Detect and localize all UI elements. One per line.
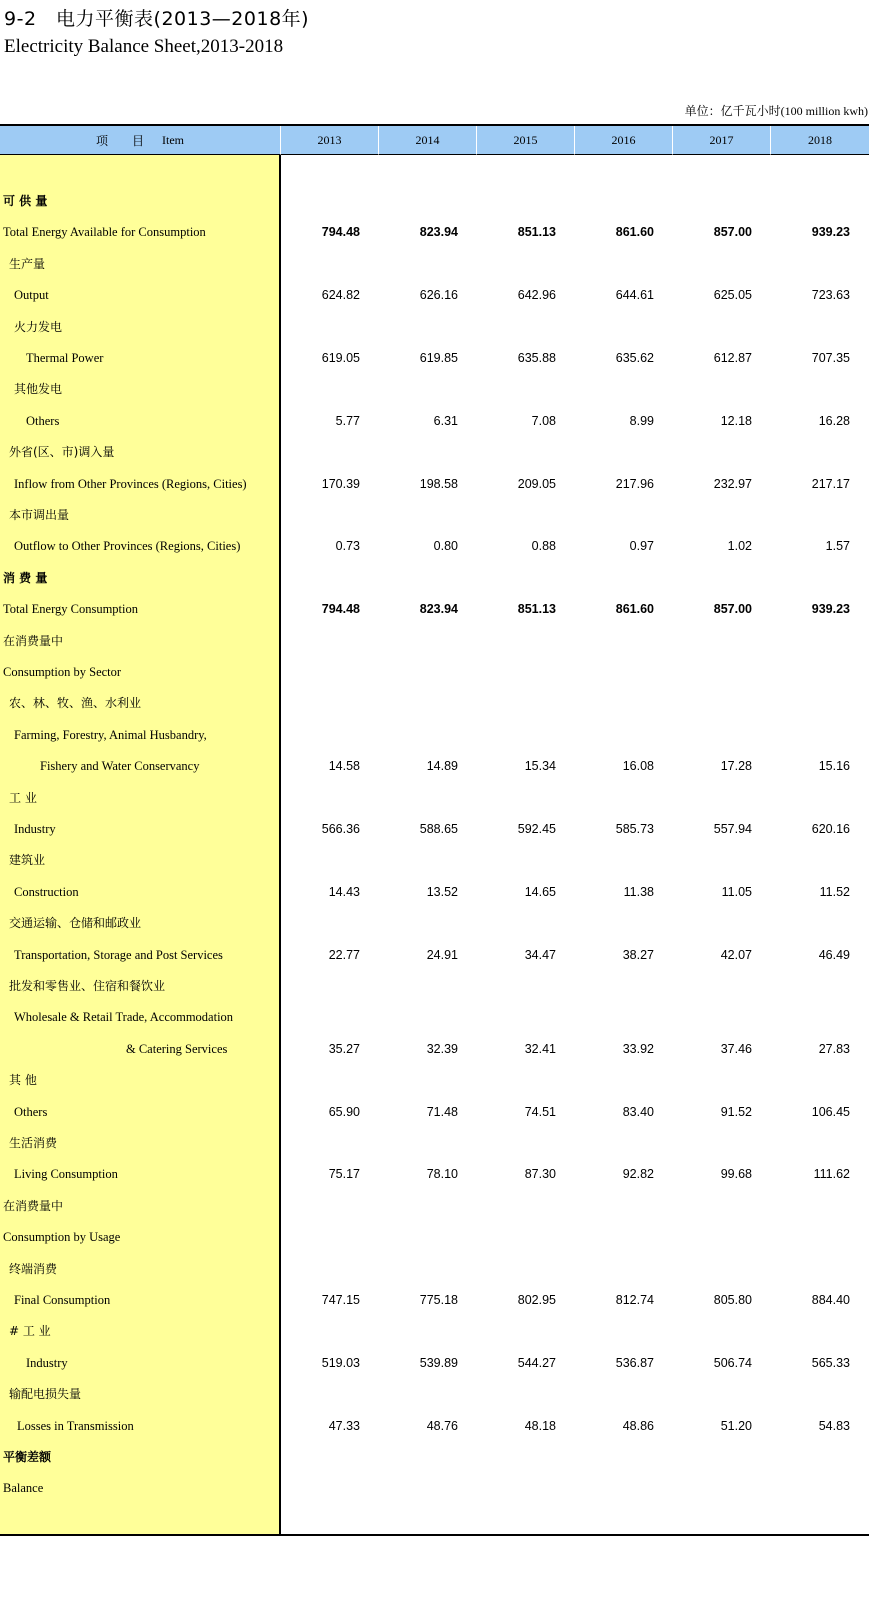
- table-row: [0, 908, 869, 939]
- table-row: [0, 1379, 869, 1410]
- cell-value-2015: 48.18: [524, 1418, 556, 1433]
- cell-value-2015: 0.88: [531, 539, 556, 554]
- cell-value-2017: 612.87: [713, 351, 752, 365]
- table-row: [0, 845, 869, 876]
- cell-value-2017: 37.46: [720, 1041, 752, 1056]
- table-row: [0, 626, 869, 657]
- cell-value-2018: 939.23: [811, 225, 850, 240]
- table-row: [0, 437, 869, 468]
- cell-value-2013: 47.33: [328, 1418, 360, 1433]
- cell-value-2015: 7.08: [531, 413, 556, 428]
- cell-value-2015: 14.65: [524, 884, 556, 899]
- cell-value-2016: 861.60: [615, 602, 654, 617]
- cell-value-2017: 51.20: [720, 1418, 752, 1433]
- cell-value-2017: 857.00: [713, 602, 752, 617]
- table-row: [0, 1222, 869, 1253]
- cell-value-2018: 54.83: [818, 1418, 850, 1433]
- cell-value-2016: 48.86: [622, 1418, 654, 1433]
- table-row: [0, 1285, 869, 1316]
- row-label: 在消费量中: [3, 1198, 64, 1213]
- cell-value-2016: 38.27: [622, 947, 654, 962]
- row-label: 建筑业: [9, 853, 46, 868]
- cell-value-2014: 14.89: [426, 759, 458, 774]
- table-row: [0, 1191, 869, 1222]
- cell-value-2015: 635.88: [517, 351, 556, 365]
- unit-label: [685, 102, 868, 119]
- cell-value-2018: 939.23: [811, 602, 850, 617]
- table-row: [0, 1034, 869, 1065]
- cell-value-2013: 794.48: [321, 225, 360, 240]
- cell-value-2013: 0.73: [335, 539, 360, 554]
- cell-value-2016: 11.38: [623, 884, 654, 899]
- cell-value-2014: 539.89: [419, 1355, 458, 1370]
- cell-value-2013: 566.36: [321, 822, 360, 836]
- row-label: 生活消费: [9, 1136, 58, 1150]
- row-label: Total Energy Consumption: [3, 602, 138, 617]
- row-label: 工 业: [9, 790, 37, 805]
- cell-value-2017: 11.05: [721, 884, 752, 899]
- cell-value-2015: 802.95: [517, 1293, 556, 1307]
- row-label: Living Consumption: [14, 1167, 118, 1182]
- cell-value-2016: 33.92: [622, 1041, 654, 1056]
- table-row: [0, 688, 869, 719]
- cell-value-2018: 707.35: [811, 351, 850, 365]
- unit-label-en: (100 million kwh): [780, 104, 868, 118]
- cell-value-2013: 619.05: [321, 351, 360, 365]
- row-label: Others: [26, 413, 60, 428]
- cell-value-2013: 747.15: [321, 1293, 360, 1307]
- table-row: [0, 217, 869, 248]
- header-year-2013: 2013: [280, 126, 378, 155]
- cell-value-2018: 15.16: [818, 759, 850, 774]
- cell-value-2014: 823.94: [419, 602, 458, 617]
- cell-value-2013: 14.43: [328, 884, 360, 899]
- page-title-en: Electricity Balance Sheet,2013-2018: [4, 36, 284, 57]
- header-year-2017: 2017: [672, 126, 770, 155]
- cell-value-2016: 635.62: [615, 351, 654, 365]
- row-label: 批发和零售业、住宿和餐饮业: [9, 979, 166, 993]
- cell-value-2014: 13.52: [426, 884, 458, 899]
- unit-label-cn: 单位：亿千瓦小时: [684, 104, 781, 118]
- cell-value-2014: 78.10: [426, 1167, 458, 1182]
- table-row: [0, 877, 869, 908]
- cell-value-2015: 209.05: [517, 476, 556, 491]
- row-label: 农、林、牧、渔、水利业: [9, 696, 142, 711]
- cell-value-2015: 15.34: [524, 759, 556, 774]
- cell-value-2013: 170.39: [321, 476, 360, 491]
- row-label: 本市调出量: [9, 508, 70, 522]
- table-row: [0, 280, 869, 311]
- header-year-2018: 2018: [770, 126, 869, 155]
- table-row: [0, 469, 869, 500]
- cell-value-2018: 16.28: [818, 413, 850, 428]
- cell-value-2014: 24.91: [426, 947, 458, 962]
- row-label: Wholesale & Retail Trade, Accommodation: [14, 1010, 234, 1025]
- row-label: 可 供 量: [3, 194, 48, 208]
- row-label: Final Consumption: [14, 1293, 111, 1307]
- row-label: 输配电损失量: [9, 1387, 82, 1402]
- cell-value-2018: 1.57: [825, 539, 850, 554]
- table-row: [0, 751, 869, 782]
- table-row: [0, 1128, 869, 1159]
- cell-value-2017: 625.05: [713, 288, 752, 303]
- cell-value-2017: 99.68: [720, 1167, 752, 1182]
- cell-value-2017: 557.94: [713, 822, 752, 836]
- cell-value-2018: 620.16: [811, 822, 850, 836]
- table-row: [0, 249, 869, 280]
- header-item-cn: 项 目: [95, 133, 150, 148]
- cell-value-2016: 92.82: [622, 1167, 654, 1182]
- cell-value-2018: 723.63: [811, 288, 850, 303]
- cell-value-2015: 32.41: [524, 1041, 556, 1056]
- row-label: 火力发电: [14, 319, 63, 334]
- row-label: Construction: [14, 884, 79, 899]
- cell-value-2013: 22.77: [328, 947, 360, 962]
- table-row: [0, 1348, 869, 1379]
- row-label: Others: [14, 1104, 48, 1119]
- cell-value-2014: 626.16: [419, 288, 458, 303]
- table-row: [0, 1316, 869, 1347]
- row-label: Consumption by Sector: [3, 665, 122, 679]
- cell-value-2014: 6.31: [433, 413, 458, 428]
- cell-value-2015: 34.47: [524, 947, 556, 962]
- cell-value-2016: 83.40: [622, 1104, 654, 1119]
- cell-value-2016: 217.96: [615, 476, 654, 491]
- cell-value-2017: 1.02: [727, 539, 752, 554]
- table-row: [0, 1002, 869, 1033]
- cell-value-2018: 11.52: [819, 884, 850, 899]
- row-label: 平衡差额: [3, 1450, 52, 1464]
- table-row: [0, 594, 869, 625]
- cell-value-2014: 619.85: [419, 351, 458, 365]
- cell-value-2014: 588.65: [419, 822, 458, 836]
- cell-value-2014: 823.94: [419, 225, 458, 240]
- row-label: Output: [14, 288, 49, 303]
- table-row: [0, 563, 869, 594]
- table-row: [0, 1442, 869, 1473]
- cell-value-2015: 592.45: [517, 822, 556, 836]
- cell-value-2015: 544.27: [517, 1355, 556, 1370]
- row-label: 终端消费: [9, 1261, 58, 1276]
- row-label: 其 他: [9, 1073, 37, 1088]
- cell-value-2013: 794.48: [321, 602, 360, 617]
- cell-value-2018: 565.33: [811, 1355, 850, 1370]
- header-year-2016: 2016: [574, 126, 672, 155]
- row-label: Outflow to Other Provinces (Regions, Cities): [14, 539, 241, 554]
- table-row: [0, 500, 869, 531]
- table-row: [0, 657, 869, 688]
- cell-value-2018: 106.45: [811, 1104, 850, 1119]
- table-row: [0, 720, 869, 751]
- row-label: Losses in Transmission: [17, 1418, 134, 1433]
- row-label: 消 费 量: [3, 570, 48, 585]
- cell-value-2014: 775.18: [419, 1293, 458, 1307]
- row-label: 其他发电: [14, 382, 63, 397]
- cell-value-2017: 17.28: [720, 759, 752, 774]
- row-label: Industry: [14, 822, 56, 836]
- cell-value-2018: 884.40: [811, 1293, 850, 1307]
- table-row: [0, 186, 869, 217]
- cell-value-2015: 851.13: [517, 602, 556, 617]
- cell-value-2013: 35.27: [328, 1041, 360, 1056]
- row-label: & Catering Services: [126, 1041, 228, 1056]
- table-row: [0, 312, 869, 343]
- cell-value-2013: 75.17: [328, 1167, 360, 1182]
- table-row: [0, 1254, 869, 1285]
- cell-value-2016: 861.60: [615, 225, 654, 240]
- cell-value-2015: 851.13: [517, 225, 556, 240]
- cell-value-2017: 42.07: [720, 947, 752, 962]
- row-label: 生产量: [9, 256, 46, 271]
- row-label: 外省(区、市)调入量: [9, 445, 115, 460]
- cell-value-2015: 87.30: [524, 1167, 556, 1182]
- cell-value-2017: 506.74: [713, 1355, 752, 1370]
- cell-value-2013: 519.03: [321, 1355, 360, 1370]
- table-row: [0, 343, 869, 374]
- cell-value-2013: 65.90: [328, 1104, 360, 1119]
- cell-value-2018: 217.17: [811, 476, 850, 491]
- cell-value-2014: 48.76: [426, 1418, 458, 1433]
- header-item-cell: [0, 126, 280, 155]
- table-row: [0, 1065, 869, 1096]
- header-year-2015: 2015: [476, 126, 574, 155]
- cell-value-2014: 198.58: [419, 476, 458, 491]
- table-row: [0, 374, 869, 405]
- cell-value-2017: 857.00: [713, 225, 752, 240]
- cell-value-2016: 0.97: [629, 539, 654, 554]
- cell-value-2017: 232.97: [713, 476, 752, 491]
- row-label: # 工 业: [9, 1324, 51, 1339]
- cell-value-2015: 642.96: [517, 288, 556, 303]
- cell-value-2017: 12.18: [720, 413, 752, 428]
- header-year-2014: 2014: [378, 126, 476, 155]
- cell-value-2015: 74.51: [524, 1104, 556, 1119]
- table-bottom-rule: [0, 1534, 869, 1536]
- cell-value-2018: 111.62: [813, 1167, 850, 1182]
- cell-value-2014: 32.39: [426, 1041, 458, 1056]
- cell-value-2016: 16.08: [622, 759, 654, 774]
- cell-value-2014: 71.48: [426, 1104, 458, 1119]
- row-label: 交通运输、仓储和邮政业: [9, 916, 142, 931]
- row-label: Total Energy Available for Consumption: [3, 225, 206, 240]
- cell-value-2013: 14.58: [328, 759, 360, 774]
- table-header: [0, 126, 869, 155]
- cell-value-2017: 805.80: [713, 1293, 752, 1307]
- row-label: Farming, Forestry, Animal Husbandry,: [14, 727, 207, 742]
- cell-value-2014: 0.80: [433, 539, 458, 554]
- cell-value-2016: 536.87: [615, 1355, 654, 1370]
- cell-value-2017: 91.52: [720, 1104, 752, 1119]
- row-label: Inflow from Other Provinces (Regions, Cities): [14, 476, 247, 491]
- row-label: Transportation, Storage and Post Services: [14, 947, 223, 962]
- cell-value-2013: 624.82: [321, 288, 360, 303]
- page-title-cn: 9-2 电力平衡表(2013—2018年): [4, 8, 310, 30]
- row-label: 在消费量中: [3, 633, 64, 648]
- table-row: [0, 783, 869, 814]
- table-row: [0, 1473, 869, 1504]
- row-label: Consumption by Usage: [3, 1230, 121, 1245]
- table-row: [0, 406, 869, 437]
- cell-value-2016: 8.99: [629, 413, 654, 428]
- row-label: Thermal Power: [26, 351, 104, 365]
- cell-value-2016: 585.73: [615, 822, 654, 836]
- row-label: Industry: [26, 1355, 68, 1370]
- table-row: [0, 531, 869, 562]
- table-row: [0, 1159, 869, 1190]
- table-row: [0, 1411, 869, 1442]
- row-label: Balance: [3, 1481, 44, 1496]
- cell-value-2018: 27.83: [818, 1041, 850, 1056]
- table-row: [0, 971, 869, 1002]
- header-item-en: Item: [162, 132, 184, 147]
- row-label: Fishery and Water Conservancy: [40, 759, 200, 774]
- table-row: [0, 814, 869, 845]
- cell-value-2018: 46.49: [818, 947, 850, 962]
- table-row: [0, 940, 869, 971]
- table-row: [0, 1097, 869, 1128]
- cell-value-2013: 5.77: [335, 413, 360, 428]
- cell-value-2016: 644.61: [615, 288, 654, 303]
- cell-value-2016: 812.74: [615, 1293, 654, 1307]
